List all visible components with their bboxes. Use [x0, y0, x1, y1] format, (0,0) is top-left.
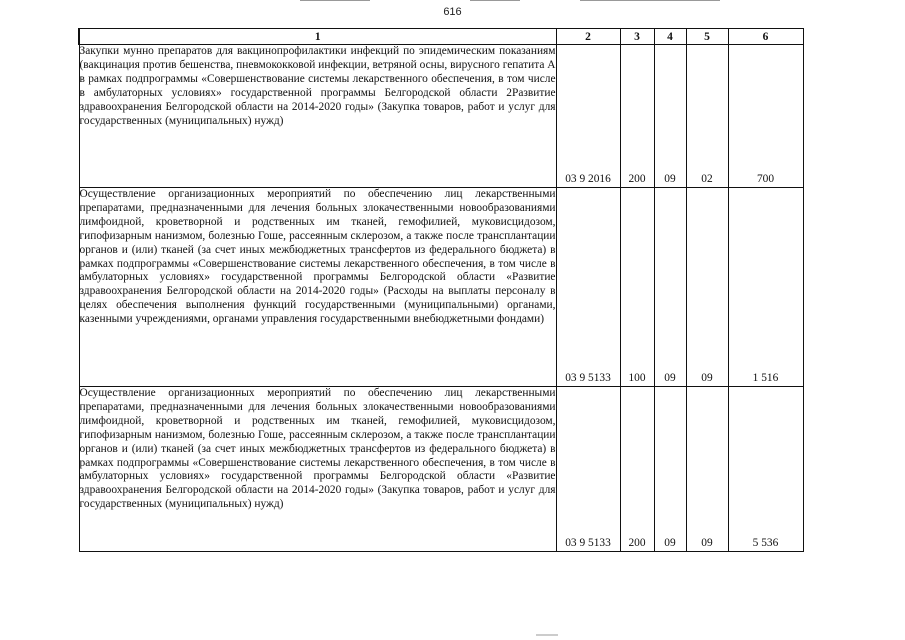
column-header: 2 [556, 29, 620, 45]
column-header: 6 [728, 29, 803, 45]
budget-table [78, 28, 804, 552]
row-description: Осуществление организационных мероприятий по обеспечению лиц лекарственными препаратами, предназначенными для лечения больных злокачественными новообразованиями лимфоидной, кроветворной и родственных им тканей, гемофилией, муковисцидозом, гипофизарным нанизмом, болезнью Гоше, рассеянным склерозом, а также после трансплантации органов и (или) тканей (за счет иных межбюджетных трансфертов из федерального бюджета) в рамках подпрограммы «Совершенствование системы лекарственного обеспечения, в том числе в амбулаторных условиях» государственной программы Белгородской области «Развитие здравоохранения Белгородской области на 2014-2020 годы» (Расходы на выплаты персоналу в целях обеспечения выполнения функций государственными (муниципальными) органами, казенными учреждениями, органами управления государственными внебюджетными фондами) [79, 188, 556, 387]
column-header: 4 [654, 29, 686, 45]
subsection-cell: 02 [686, 45, 728, 188]
expense-type-cell: 200 [620, 45, 654, 188]
row-description: Осуществление организационных мероприятий по обеспечению лиц лекарственными препаратами, предназначенными для лечения больных злокачественными новообразованиями лимфоидной, кроветворной и родственных им тканей, гемофилией, муковисцидозом, гипофизарным нанизмом, болезнью Гоше, рассеянным склерозом, а также после трансплантации органов и (или) тканей (за счет иных межбюджетных трансфертов из федерального бюджета) в рамках подпрограммы «Совершенствование системы лекарственного обеспечения, в том числе в амбулаторных условиях» государственной программы Белгородской области «Развитие здравоохранения Белгородской области на 2014-2020 годы» (Закупка товаров, работ и услуг для государственных (муниципальных) нужд) [79, 387, 556, 552]
expense-type-cell: 100 [620, 188, 654, 387]
scan-artifact-mark [536, 634, 558, 636]
subsection-cell: 09 [686, 387, 728, 552]
table-header-row [79, 29, 803, 45]
section-cell: 09 [654, 45, 686, 188]
column-header: 5 [686, 29, 728, 45]
column-header: 1 [79, 29, 556, 45]
row-description: Закупки мунно препаратов для вакцинопрофилактики инфекций по эпидемическим показаниям (вакцинация против бешенства, пневмококковой инфекции, ветряной осны, вирусного гепатита А в рамках подпрограммы «Совершенствование системы лекарственного обеспечения, в том числе в амбулаторных условиях» государственной программы Белгородской области 2Развитие здравоохранения Белгородской области на 2014-2020 годы» (Закупка товаров, работ и услуг для государственных (муниципальных) нужд) [79, 45, 556, 188]
target-code-cell: 03 9 2016 [556, 45, 620, 188]
table-row [79, 188, 803, 387]
amount-cell: 5 536 [728, 387, 803, 552]
column-header: 3 [620, 29, 654, 45]
scan-artifact-line [300, 0, 370, 1]
amount-cell: 700 [728, 45, 803, 188]
amount-cell: 1 516 [728, 188, 803, 387]
scan-artifact-line [470, 0, 520, 1]
section-cell: 09 [654, 387, 686, 552]
section-cell: 09 [654, 188, 686, 387]
scan-artifact-line [580, 0, 720, 1]
table-row [79, 45, 803, 188]
target-code-cell: 03 9 5133 [556, 387, 620, 552]
page-number: 616 [443, 6, 462, 18]
expense-type-cell: 200 [620, 387, 654, 552]
subsection-cell: 09 [686, 188, 728, 387]
table-row [79, 387, 803, 552]
target-code-cell: 03 9 5133 [556, 188, 620, 387]
